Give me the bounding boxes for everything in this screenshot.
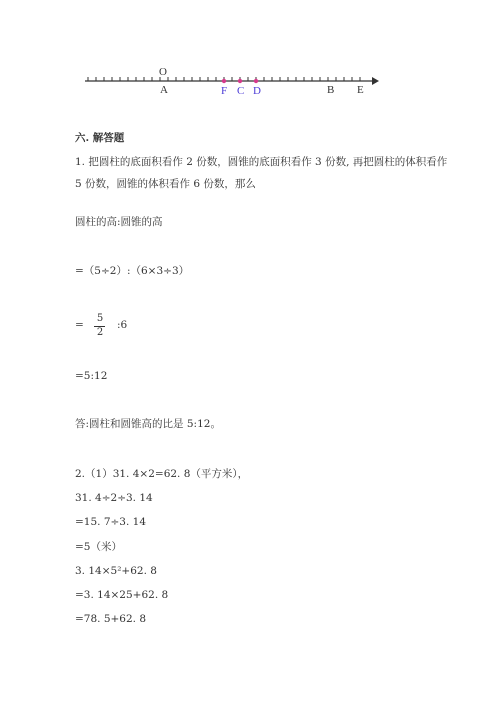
q2-line2: 31. 4÷2÷3. 14 xyxy=(75,492,153,504)
number-line-arrow xyxy=(372,77,379,85)
q1-step1: =（5÷2）:（6×3÷3） xyxy=(75,265,190,277)
origin-label: O xyxy=(159,66,167,78)
q1-step2-prefix: = xyxy=(75,319,84,331)
q2-line7: =78. 5+62. 8 xyxy=(75,613,147,625)
label-C: C xyxy=(237,85,245,97)
label-E: E xyxy=(357,84,364,96)
number-line-point xyxy=(238,79,242,83)
label-F: F xyxy=(221,85,228,97)
q1-line2: 5 份数，圆锥的体积看作 6 份数，那么 xyxy=(75,178,256,190)
label-A: A xyxy=(160,84,168,96)
q1-step3: =5:12 xyxy=(75,370,108,382)
label-D: D xyxy=(253,85,261,97)
number-line xyxy=(0,60,500,100)
number-line-point xyxy=(222,79,226,83)
q1-step2-denominator: 2 xyxy=(96,327,104,338)
q2-line3: =15. 7÷3. 14 xyxy=(75,516,147,528)
q1-answer: 答:圆柱和圆锥高的比是 5:12。 xyxy=(75,418,221,430)
q1-step2-numerator: 5 xyxy=(96,313,104,324)
q2-line6: =3. 14×25+62. 8 xyxy=(75,589,169,601)
q1-line1: 1. 把圆柱的底面积看作 2 份数，圆锥的底面积看作 3 份数, 再把圆柱的体积看作 xyxy=(75,156,448,168)
section-title: 六. 解答题 xyxy=(75,132,125,144)
q1-step2-suffix: :6 xyxy=(117,319,128,331)
q2-line4: =5（米） xyxy=(75,541,122,553)
label-B: B xyxy=(327,84,335,96)
q1-ratio-label: 圆柱的高:圆锥的高 xyxy=(75,216,163,228)
number-line-point xyxy=(254,79,258,83)
q2-line1: 2.（1）31. 4×2=62. 8（平方米）， xyxy=(75,468,249,480)
q2-line5: 3. 14×5²+62. 8 xyxy=(75,565,157,577)
